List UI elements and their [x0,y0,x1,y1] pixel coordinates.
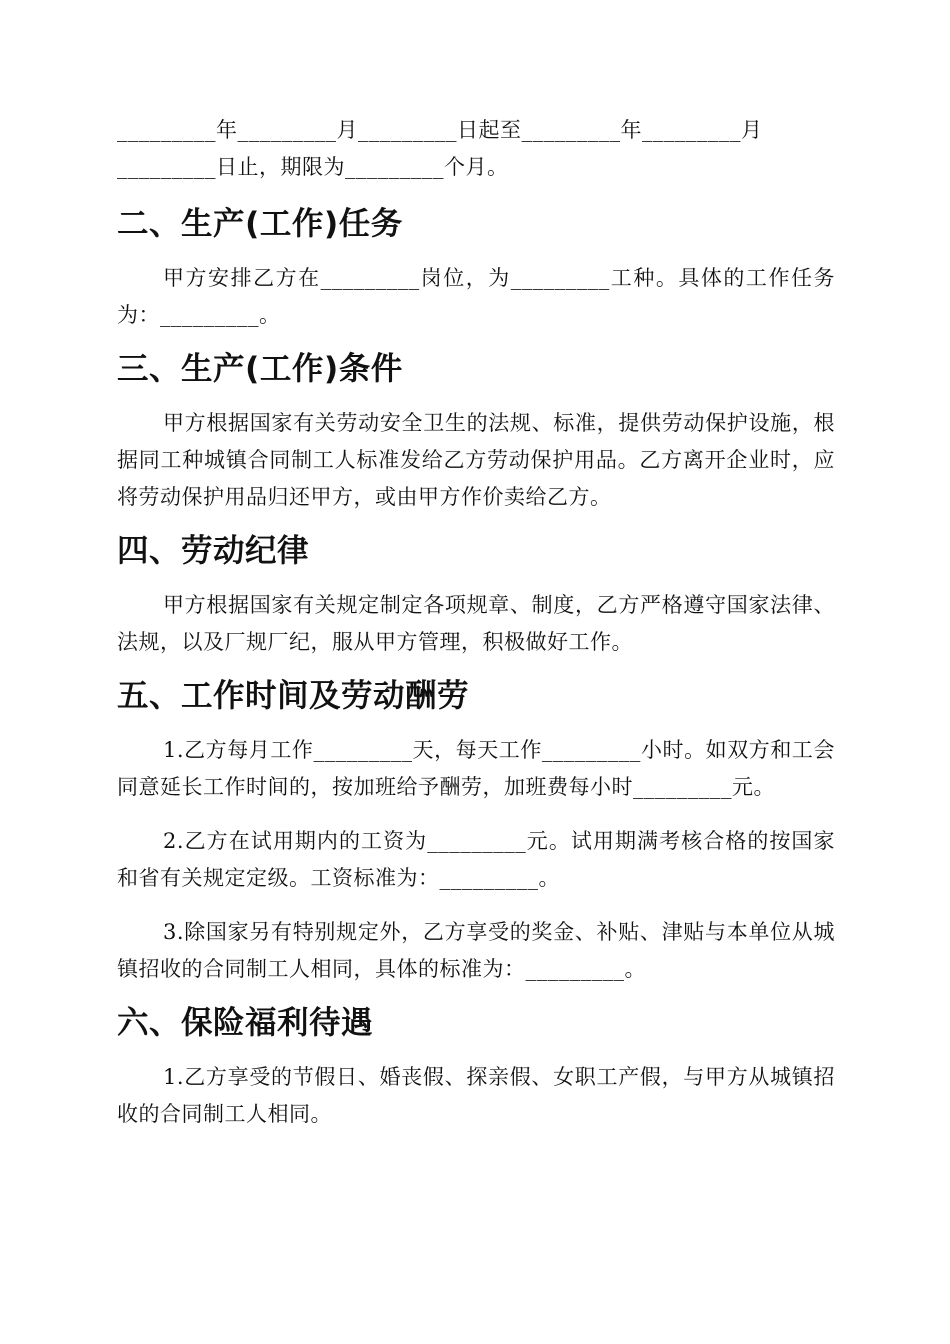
hours-pay-item: 2.乙方在试用期内的工资为_________元。试用期满考核合格的按国家和省有关规定定级。工资标准为：_________。 [117,829,835,890]
section-tasks-paragraph: 甲方安排乙方在_________岗位，为_________工种。具体的工作任务为：_________。 [117,266,835,327]
contract-period-line-2: _________日止，期限为_________个月。 [117,155,509,179]
section-heading-insurance-welfare: 六、保险福利待遇 [117,1005,374,1041]
contract-period-line-1: _________年_________月_________日起至_________年_________月 [117,118,763,142]
hours-pay-item: 3.除国家另有特别规定外，乙方享受的奖金、补贴、津贴与本单位从城镇招收的合同制工人相同，具体的标准为：_________。 [117,920,835,981]
section-discipline-paragraph: 甲方根据国家有关规定制定各项规章、制度，乙方严格遵守国家法律、法规，以及厂规厂纪，服从甲方管理，积极做好工作。 [117,593,835,654]
hours-pay-item: 1.乙方每月工作_________天，每天工作_________小时。如双方和工会同意延长工作时间的，按加班给予酬劳，加班费每小时_________元。 [117,738,835,799]
contract-period-paragraph [117,112,835,186]
section-conditions-paragraph: 甲方根据国家有关劳动安全卫生的法规、标准，提供劳动保护设施，根据同工种城镇合同制工人标准发给乙方劳动保护用品。乙方离开企业时，应将劳动保护用品归还甲方，或由甲方作价卖给乙方。 [117,411,835,509]
section-heading-conditions: 三、生产(工作)条件 [117,351,403,387]
document-body [117,112,835,1150]
section-heading-hours-pay: 五、工作时间及劳动酬劳 [117,678,470,714]
insurance-welfare-item: 1.乙方享受的节假日、婚丧假、探亲假、女职工产假，与甲方从城镇招收的合同制工人相同。 [117,1065,835,1126]
section-heading-discipline: 四、劳动纪律 [117,533,310,569]
section-heading-tasks: 二、生产(工作)任务 [117,206,403,242]
